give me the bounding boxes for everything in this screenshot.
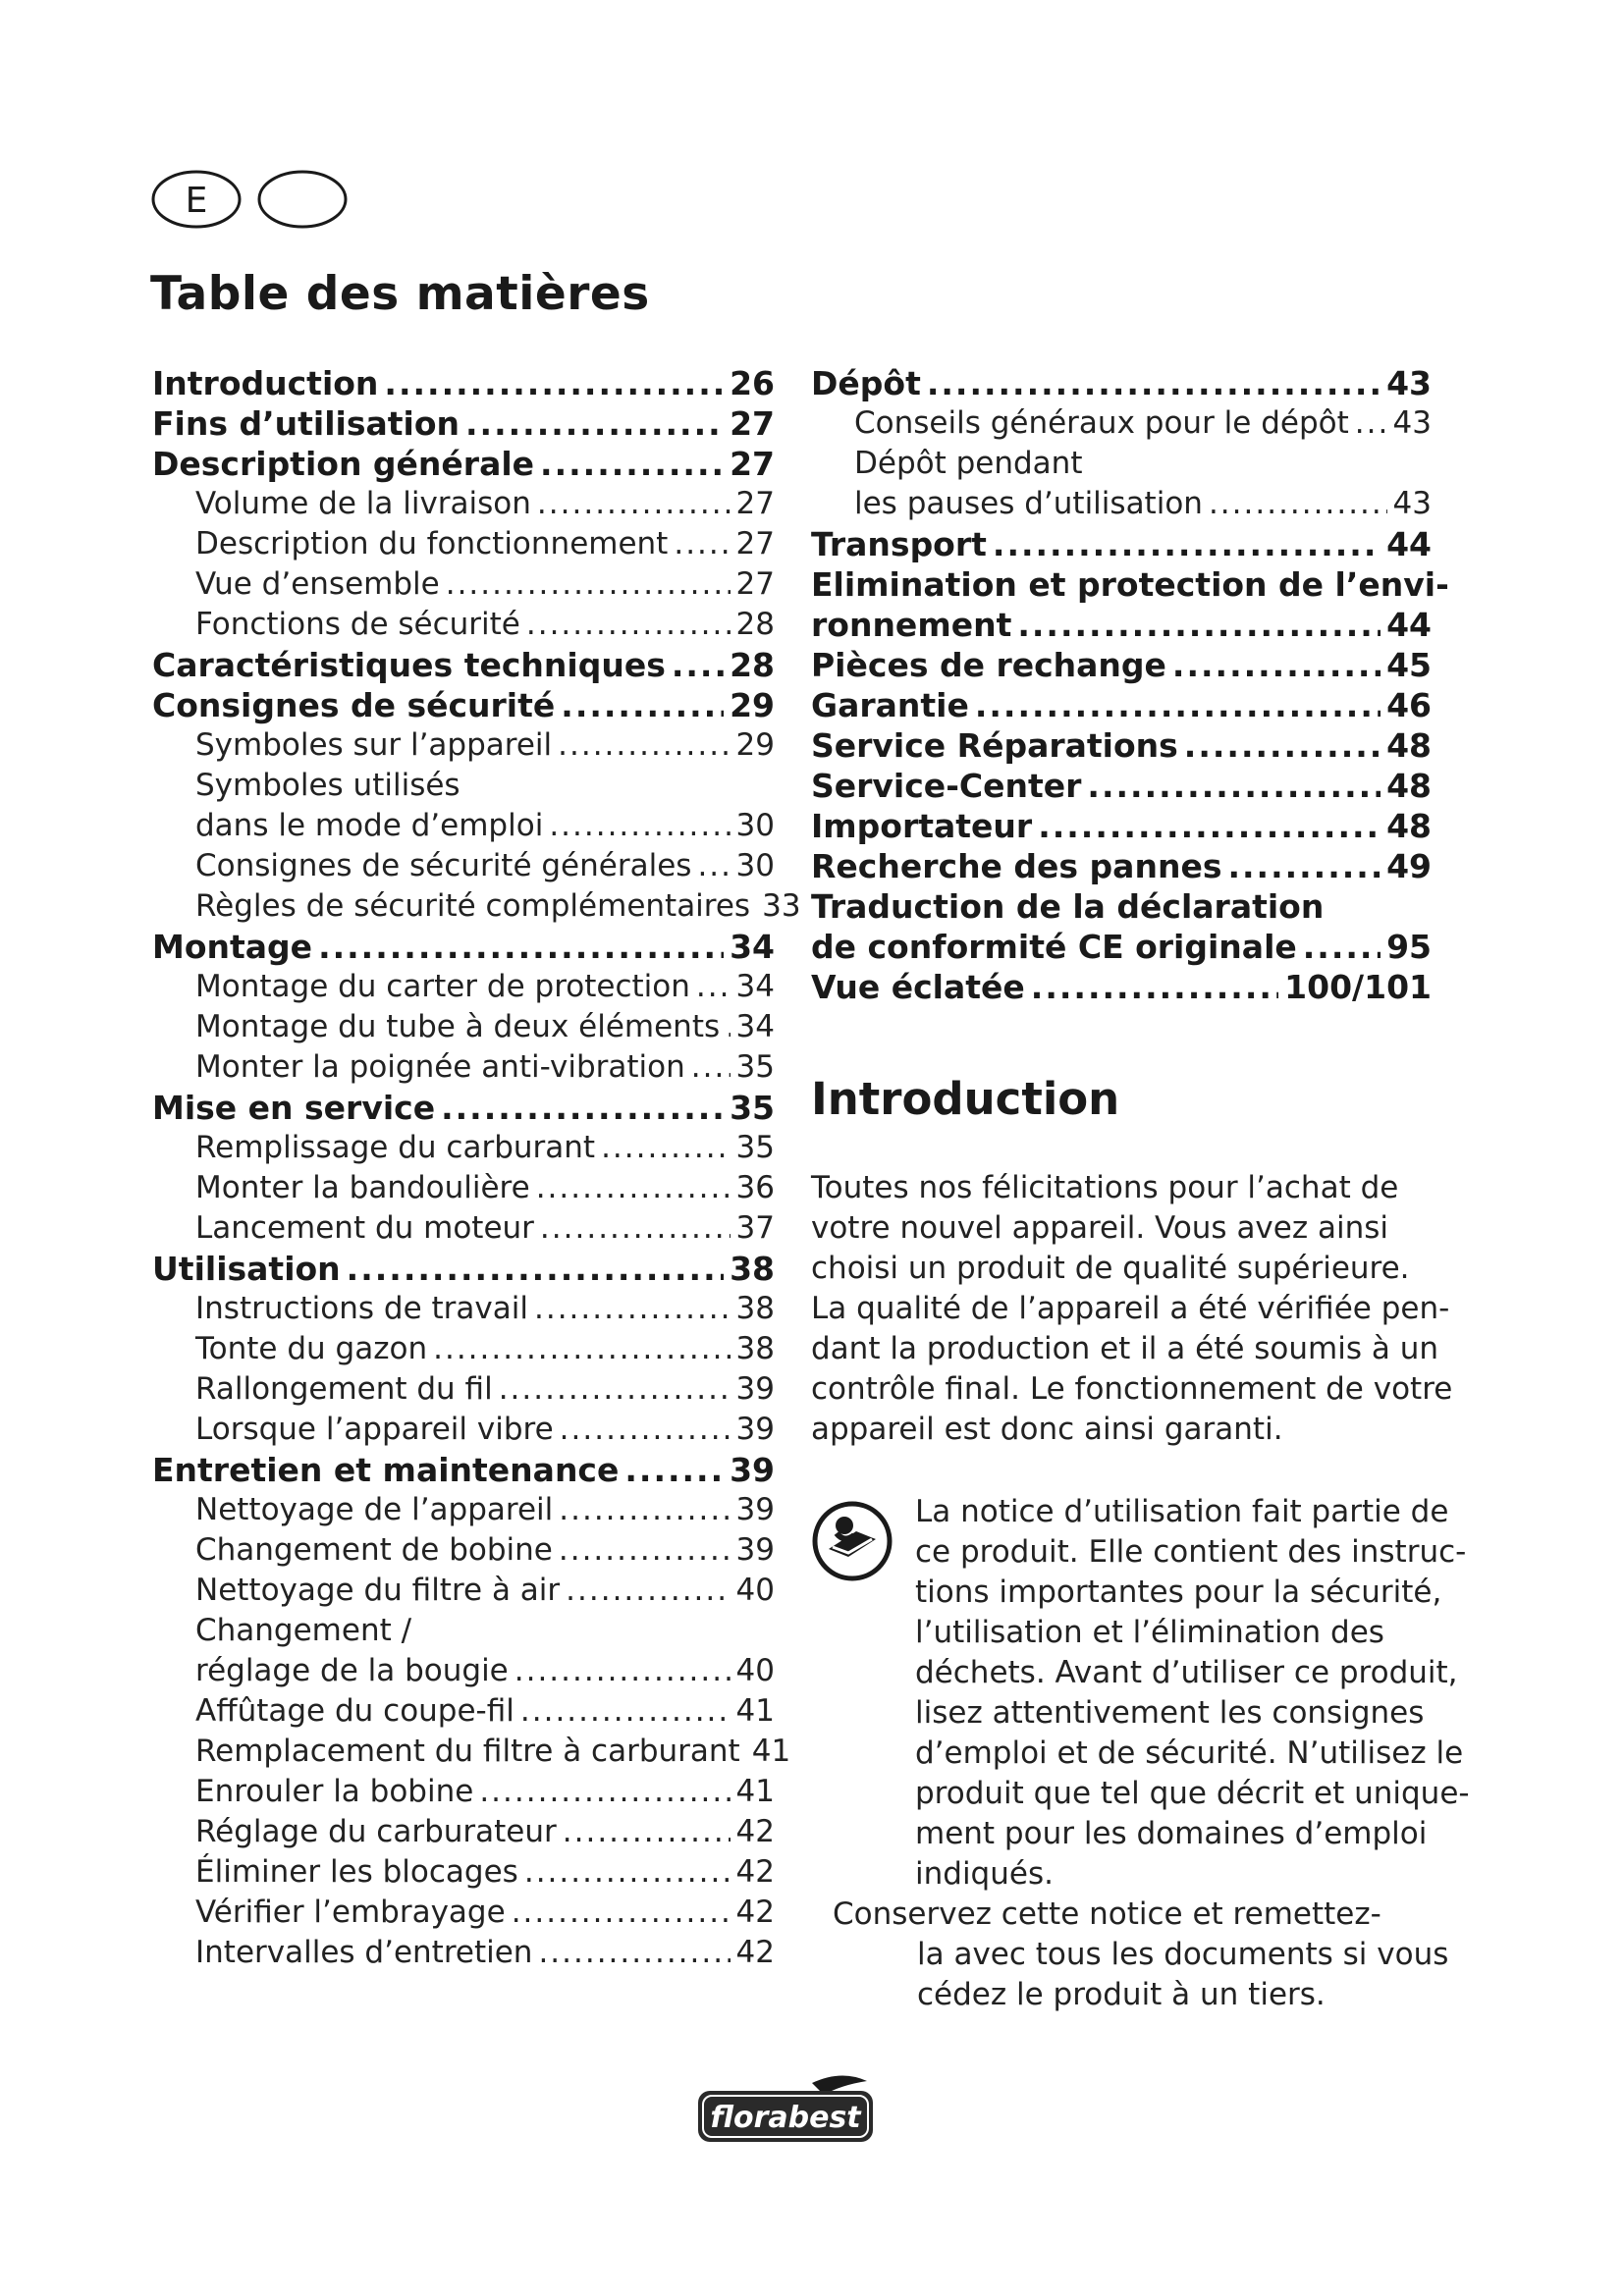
toc-entry-label: Elimination et protection de l’envi- [811,565,1449,604]
toc-entry-page: 48 [1386,767,1432,805]
toc-entry-label: Importateur [811,807,1033,845]
toc-entry-page: 48 [1386,807,1432,845]
toc-entry [152,685,775,725]
toc-entry [811,524,1432,564]
toc-leader-dots [1031,967,1278,1007]
toc-entry-label: les pauses d’utilisation [854,486,1203,521]
toc-entry [152,1450,775,1490]
toc-entry-label: Conseils généraux pour le dépôt [854,405,1349,441]
toc-title: Table des matières [150,267,650,321]
toc-leader-dots [559,1490,730,1530]
toc-leader-dots [624,1450,724,1490]
toc-leader-dots [318,927,724,967]
toc-entry [152,1611,775,1651]
toc-entry-label: Vue d’ensemble [195,566,440,602]
toc-entry-page: 48 [1386,726,1432,765]
toc-entry [811,564,1449,605]
toc-entry [811,645,1432,685]
toc-entry-page: 42 [735,1895,775,1930]
toc-entry-label: Symboles sur l’appareil [195,727,553,763]
read-manual-icon [811,1500,893,1582]
toc-entry-page: 29 [735,727,775,763]
toc-leader-dots [672,645,724,685]
toc-entry-page: 30 [735,808,775,843]
toc-entry-page: 41 [751,1734,791,1769]
toc-entry-label: Enrouler la bobine [195,1774,474,1809]
toc-entry [152,927,775,967]
toc-entry-page: 27 [735,526,775,561]
toc-leader-dots [540,444,724,484]
toc-entry-label: Remplissage du carburant [195,1130,596,1165]
toc-entry-page: 37 [735,1210,775,1246]
keep-text-line: la avec tous les documents si vous [917,1937,1449,1972]
toc-entry [811,484,1432,524]
toc-entry-label: Montage du carter de protection [195,969,690,1004]
toc-entry [152,1369,775,1410]
toc-entry-page: 35 [730,1089,775,1127]
toc-entry [811,886,1432,927]
toc-entry [811,806,1432,846]
toc-leader-dots [537,484,731,524]
toc-entry [811,927,1432,967]
toc-entry [152,1732,791,1772]
toc-entry-label: Entretien et maintenance [152,1451,620,1489]
toc-entry [152,846,775,886]
toc-entry [152,524,775,564]
toc-leader-dots [1172,645,1380,685]
toc-leader-dots [526,605,731,645]
toc-entry-label: Changement / [195,1613,412,1648]
toc-entry-label: Lancement du moteur [195,1210,534,1246]
toc-leader-dots [561,685,724,725]
toc-left-column [152,363,801,1973]
toc-entry-page: 39 [735,1371,775,1407]
toc-entry-label: Volume de la livraison [195,486,531,521]
toc-leader-dots [726,1007,730,1047]
toc-entry-label: Dépôt pendant [854,446,1083,481]
toc-entry-label: Service-Center [811,767,1082,805]
toc-entry-label: Intervalles d’entretien [195,1935,533,1970]
toc-leader-dots [1184,725,1380,766]
toc-leader-dots [479,1772,730,1812]
toc-entry [152,1410,775,1450]
toc-entry [152,766,775,806]
toc-entry-label: Monter la bandoulière [195,1170,530,1205]
toc-entry-page: 26 [730,364,775,402]
toc-leader-dots [1017,605,1380,645]
toc-entry-page: 42 [735,1814,775,1849]
toc-entry [152,444,775,484]
toc-leader-dots [696,967,731,1007]
toc-entry [152,1007,775,1047]
toc-entry-label: Description du fonctionnement [195,526,669,561]
intro-text-line: votre nouvel appareil. Vous avez ainsi [811,1210,1389,1246]
toc-entry-label: Changement de bobine [195,1532,553,1568]
toc-entry-label: Fonctions de sécurité [195,607,520,642]
toc-entry-page: 45 [1386,646,1432,684]
toc-entry [152,645,775,685]
toc-entry-page: 100/101 [1284,968,1432,1006]
notice-text-line: ment pour les domaines d’emploi [915,1816,1428,1851]
toc-entry [152,1933,775,1973]
toc-leader-dots [446,564,731,605]
toc-leader-dots [975,685,1380,725]
toc-entry-label: Remplacement du filtre à carburant [195,1734,740,1769]
toc-leader-dots [558,725,730,766]
toc-entry-page: 40 [735,1653,775,1688]
toc-entry-label: Montage [152,928,313,966]
toc-entry [811,403,1432,444]
toc-leader-dots [512,1893,731,1933]
intro-text-line: choisi un produit de qualité supérieure. [811,1251,1410,1286]
keep-notice-paragraph [833,1895,1449,2015]
toc-entry-page: 41 [735,1693,775,1729]
notice-text-line: indiqués. [915,1856,1054,1892]
toc-leader-dots [1227,846,1380,886]
toc-entry-label: de conformité CE originale [811,928,1297,966]
toc-entry [152,605,775,645]
toc-entry-label: Dépôt [811,364,921,402]
toc-leader-dots [538,1933,730,1973]
toc-entry-label: Monter la poignée anti-vibration [195,1049,685,1085]
toc-leader-dots [347,1249,724,1289]
toc-entry [152,403,775,444]
toc-entry-label: Mise en service [152,1089,436,1127]
toc-entry [811,685,1432,725]
toc-leader-dots [674,524,730,564]
toc-entry-label: Lorsque l’appareil vibre [195,1412,554,1447]
toc-leader-dots [601,1128,730,1168]
toc-entry [152,1088,775,1128]
toc-leader-dots [1038,806,1380,846]
toc-entry [152,886,801,927]
intro-paragraph [811,1168,1453,1450]
toc-entry-label: Consignes de sécurité [152,686,556,724]
keep-text-line: cédez le produit à un tiers. [917,1977,1326,2012]
toc-entry [152,363,775,403]
notice-text-line: déchets. Avant d’utiliser ce produit, [915,1655,1458,1690]
toc-leader-dots [540,1208,731,1249]
toc-entry-page: 49 [1386,847,1432,885]
toc-leader-dots [441,1088,724,1128]
toc-entry-page: 36 [735,1170,775,1205]
toc-leader-dots [549,806,730,846]
notice-text-line: d’emploi et de sécurité. N’utilisez le [915,1735,1464,1771]
toc-leader-dots [927,363,1380,403]
toc-entry-label: Vue éclatée [811,968,1025,1006]
toc-entry-label: Caractéristiques techniques [152,646,666,684]
toc-entry [152,1208,775,1249]
toc-entry-page: 28 [730,646,775,684]
toc-entry [152,1571,775,1611]
toc-entry-label: ronnement [811,606,1012,644]
toc-entry-label: Utilisation [152,1250,341,1288]
toc-entry [152,1651,775,1691]
toc-entry [152,1812,775,1852]
intro-title: Introduction [811,1073,1120,1125]
toc-entry-page: 39 [735,1412,775,1447]
toc-entry [811,967,1432,1007]
toc-entry-page: 27 [730,404,775,443]
notice-text-line: ce produit. Elle contient des instruc- [915,1534,1467,1570]
toc-entry [811,605,1432,645]
intro-text-line: contrôle final. Le fonctionnement de votre [811,1371,1453,1407]
toc-entry [152,484,775,524]
toc-entry [152,1168,775,1208]
toc-entry-label: Règles de sécurité complémentaires [195,888,751,924]
toc-entry [152,1490,775,1530]
toc-entry-page: 33 [762,888,801,924]
toc-entry-page: 34 [730,928,775,966]
toc-entry [152,1249,775,1289]
toc-leader-dots [1087,766,1380,806]
toc-entry-page: 27 [735,486,775,521]
toc-leader-dots [1303,927,1380,967]
toc-entry-page: 46 [1386,686,1432,724]
toc-entry-page: 43 [1386,364,1432,402]
toc-entry-label: Affûtage du coupe-fil [195,1693,514,1729]
toc-entry [152,1530,775,1571]
toc-entry [152,1772,775,1812]
toc-leader-dots [514,1651,731,1691]
toc-leader-dots [563,1812,731,1852]
toc-entry [152,1852,775,1893]
toc-leader-dots [520,1691,731,1732]
toc-entry-page: 34 [735,1009,775,1044]
toc-entry-label: Traduction de la déclaration [811,887,1325,926]
toc-leader-dots [559,1530,731,1571]
toc-entry [152,1329,775,1369]
toc-entry-label: Montage du tube à deux éléments [195,1009,721,1044]
language-badge-blank [259,172,346,227]
intro-text-line: La qualité de l’appareil a été vérifiée pen- [811,1291,1450,1326]
toc-entry-label: Éliminer les blocages [195,1854,518,1890]
toc-leader-dots [465,403,724,444]
intro-text-line: dant la production et il a été soumis à un [811,1331,1438,1366]
toc-entry-page: 39 [735,1492,775,1527]
toc-leader-dots [524,1852,731,1893]
toc-entry [811,363,1432,403]
toc-leader-dots [697,846,730,886]
intro-text-line: appareil est donc ainsi garanti. [811,1412,1283,1447]
toc-entry-label: Garantie [811,686,969,724]
toc-leader-dots [534,1289,731,1329]
toc-entry-label: Description générale [152,445,535,483]
notice-text-line: produit que tel que décrit et unique- [915,1776,1470,1811]
toc-entry-page: 39 [730,1451,775,1489]
toc-entry-label: Nettoyage du filtre à air [195,1573,561,1608]
toc-entry-page: 38 [730,1250,775,1288]
toc-entry-label: Nettoyage de l’appareil [195,1492,554,1527]
toc-leader-dots [560,1410,731,1450]
toc-entry-label: dans le mode d’emploi [195,808,544,843]
toc-entry [811,766,1432,806]
toc-entry [152,1047,775,1088]
toc-entry-label: Introduction [152,364,379,402]
toc-entry-page: 28 [735,607,775,642]
toc-entry-page: 29 [730,686,775,724]
toc-leader-dots [433,1329,730,1369]
toc-leader-dots [384,363,724,403]
toc-right-column [811,363,1449,1007]
toc-leader-dots [691,1047,731,1088]
toc-entry-label: Recherche des pannes [811,847,1222,885]
toc-leader-dots [1209,484,1387,524]
notice-paragraph [915,1492,1470,1895]
notice-text-line: La notice d’utilisation fait partie de [915,1494,1449,1529]
toc-entry [811,846,1432,886]
toc-entry-page: 43 [1392,486,1432,521]
intro-text-line: Toutes nos félicitations pour l’achat de [811,1170,1399,1205]
toc-entry-page: 42 [735,1854,775,1890]
language-badge-e: E [185,181,208,221]
toc-entry-label: réglage de la bougie [195,1653,509,1688]
toc-entry-label: Fins d’utilisation [152,404,460,443]
toc-entry-page: 39 [735,1532,775,1568]
toc-leader-dots [499,1369,731,1410]
toc-entry-page: 35 [735,1130,775,1165]
toc-entry-page: 38 [735,1291,775,1326]
toc-leader-dots [536,1168,731,1208]
toc-entry [152,564,775,605]
toc-entry-label: Vérifier l’embrayage [195,1895,506,1930]
notice-text-line: l’utilisation et l’élimination des [915,1615,1384,1650]
toc-entry [152,1128,775,1168]
notice-text-line: tions importantes pour la sécurité, [915,1575,1442,1610]
toc-entry-label: Réglage du carburateur [195,1814,557,1849]
toc-entry-label: Service Réparations [811,726,1178,765]
toc-entry-label: Symboles utilisés [195,768,460,803]
toc-entry-label: Tonte du gazon [195,1331,428,1366]
keep-text-line: Conservez cette notice et remettez- [833,1896,1381,1932]
toc-entry-page: 44 [1386,606,1432,644]
toc-entry-label: Instructions de travail [195,1291,528,1326]
toc-leader-dots [993,524,1380,564]
toc-entry [152,1691,775,1732]
toc-entry [152,725,775,766]
toc-entry [152,1893,775,1933]
toc-entry-page: 95 [1386,928,1432,966]
toc-entry-page: 42 [735,1935,775,1970]
toc-entry-page: 30 [735,848,775,883]
toc-entry-page: 27 [730,445,775,483]
toc-entry-label: Pièces de rechange [811,646,1166,684]
toc-entry-page: 40 [735,1573,775,1608]
toc-entry-page: 44 [1386,525,1432,563]
toc-entry-page: 27 [735,566,775,602]
notice-text-line: lisez attentivement les consignes [915,1695,1425,1731]
language-badges [149,167,365,232]
toc-entry [152,806,775,846]
toc-entry-page: 38 [735,1331,775,1366]
florabest-logo [694,2071,877,2148]
toc-entry [811,725,1432,766]
toc-entry [811,444,1432,484]
toc-entry-label: Rallongement du fil [195,1371,493,1407]
toc-leader-dots [1355,403,1387,444]
toc-entry-page: 34 [735,969,775,1004]
toc-entry-label: Transport [811,525,987,563]
toc-entry-label: Consignes de sécurité générales [195,848,692,883]
toc-entry-page: 43 [1392,405,1432,441]
toc-entry [152,967,775,1007]
toc-entry-page: 41 [735,1774,775,1809]
svg-text:florabest: florabest [710,2101,861,2135]
toc-leader-dots [566,1571,730,1611]
toc-entry-page: 35 [735,1049,775,1085]
toc-entry [152,1289,775,1329]
